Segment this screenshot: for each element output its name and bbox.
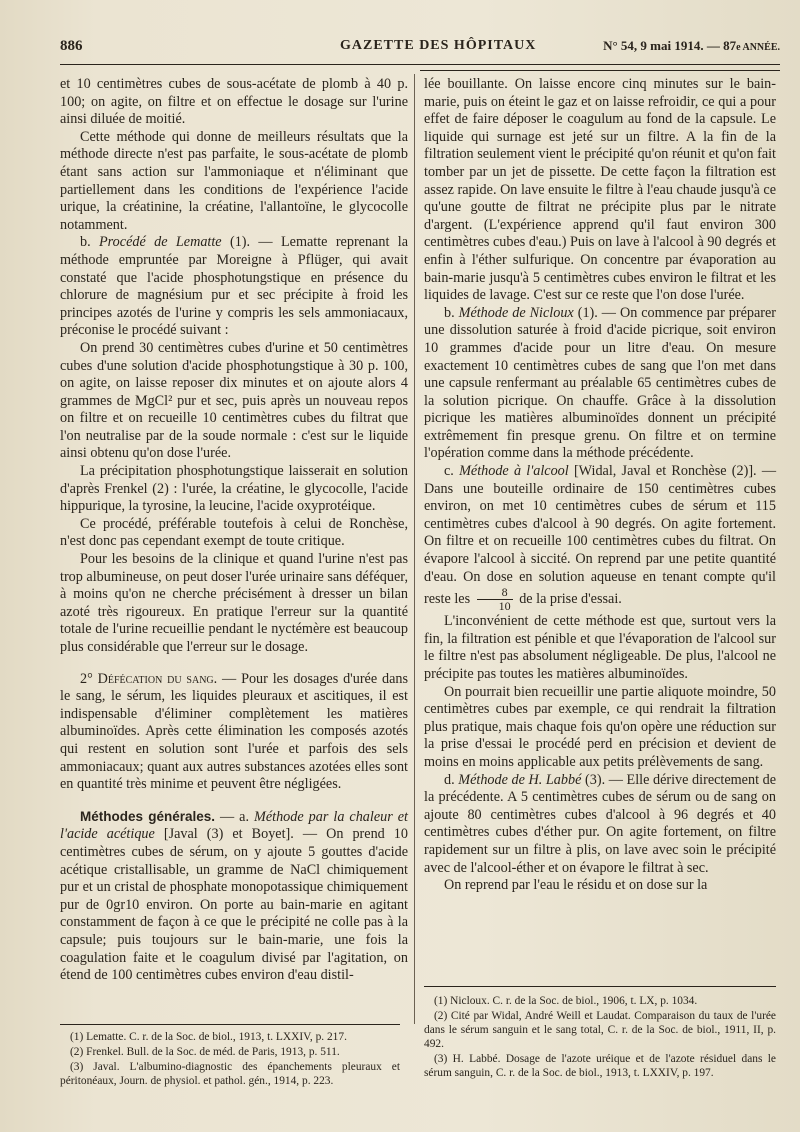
procedure-title: Procédé de Lematte	[99, 234, 222, 251]
fraction-denominator: 10	[498, 599, 511, 614]
footnote: (3) Javal. L'albumino-diagnostic des épanchements pleuraux et péritonéaux, Journ. de physiol. et pathol. gén., 1914, p. 223.	[60, 1061, 400, 1087]
footnote-rule	[60, 1024, 400, 1025]
footnote: (2) Cité par Widal, André Weill et Laudat. Comparaison du taux de l'urée dans le sérum sanguin et le sang total, C. r. de la Soc. de biol., 1911, II, p. 492.	[424, 1010, 776, 1050]
header-rule	[60, 64, 780, 65]
paragraph: et 10 centimètres cubes de sous-acétate de plomb à 40 p. 100; on agite, on filtre et on effectue le dosage sur l'urine ainsi diluée de moitié.	[60, 76, 408, 128]
paragraph-text: [Widal, Javal et Ronchèse (2)]. — Dans une bouteille ordinaire de 150 centimètres cubes environ, on met 10 centimètres cubes de sérum et 115 centimètres cubes d'alcool à 90 degrés. On agite fortement. On filtre et on recueille 100 centimètres cubes du filtrat. On évapore l'alcool à siccité. On reprend par une petite quantité d'eau. On dose en solution aqueuse en tenant compte qu'il reste les	[424, 463, 777, 607]
fraction-numerator: 8	[477, 586, 513, 600]
fraction	[477, 586, 513, 613]
paragraph-text: [Javal (3) et Boyet]. — On prend 10 centimètres cubes de sérum, on y ajoute 5 gouttes d'acide acétique cristallisable, un gramme de NaCl chimiquement pur et un cristal de phosphate monopotassique chimiquement pur de 0gr10 environ. On porte au bain-marie en agitant constamment de façon à ce que le précipité ne colle pas à la capsule; puis toujours sur le bain-marie, une fois la coagulation faite et le coagulum divisé par l'agitation, on étend de 100 centimètres cubes environ d'eau distil-	[60, 826, 408, 984]
paragraph-text: (1). — Lematte reprenant la méthode empruntée par Moreigne à Pflüger, qui avait constaté que l'acide phosphotungstique en présence du chlorure de magnésium pur et sec précipite à froid les principes azotés de l'urine y compris les sels ammoniacaux, préconise le procédé suivant :	[60, 234, 409, 339]
left-column	[60, 76, 408, 985]
footnote: (2) Frenkel. Bull. de la Soc. de méd. de Paris, 1913, p. 511.	[70, 1046, 340, 1058]
paragraph: Cette méthode qui donne de meilleurs résultats que la méthode directe n'est pas parfaite, le sous-acétate de plomb étant sans action sur l'ammoniaque et n'éliminant que partiellement dans les conditions de l'expérience l'acide urique, la créatinine, la créatine, l'allantoïne, le glycocolle notamment.	[60, 128, 408, 233]
paragraph: Pour les besoins de la clinique et quand l'urine n'est pas trop albumineuse, on peut doser l'urée urinaire sans déféquer, à moins qu'on ne cherche précisément à dresser un bilan azoté très rigoureux. En pratique l'erreur sur la quantité totale de l'urine recueillie pendant le nyctémère est beaucoup plus considérable que l'erreur sur le dosage.	[60, 551, 408, 655]
column-divider	[414, 74, 415, 1024]
footnotes-right	[424, 994, 776, 1081]
paragraph-text: (3). — Elle dérive directement de la précédente. A 5 centimètres cubes de sérum ou de sang on ajoute 80 centimètres cubes d'alcool à 96 degrés et 40 centimètres cubes d'éther pur. On agite fortement, on filtre rapidement sur un filtre à plis, on lave avec soin le précipité avec de l'alcool-éther et on évapore le filtrat à sec.	[424, 771, 777, 876]
paragraph: lée bouillante. On laisse encore cinq minutes sur le bain-marie, puis on éteint le gaz et on laisse refroidir, ce qui a pour effet de faire déposer le coagulum au fond de la capsule. Le liquide qui surnage est jeté sur un filtre. A la fin de la filtration seulement vient le précipité qu'on réunit et qu'on fait tomber par un jet de pissette. De cette façon la filtration est assez rapide. On lave ensuite le filtre à l'eau chaude jusqu'à ce qu'une goutte de filtrat ne précipite plus par le nitrate d'argent. (L'expérience apprend qu'il faut environ 300 centimètres cubes d'eau.) Puis on lave à l'alcool à 90 degrés et enfin à l'éther sulfurique. On concentre par évaporation au bain-marie jusqu'à 5 centimètres cubes environ le filtrat et les liquides de lavage. C'est sur ce reste que l'on dose l'urée.	[424, 76, 776, 304]
paragraph: On prend 30 centimètres cubes d'urine et 50 centimètres cubes d'une solution d'acide phosphotungstique à 30 p. 100, on agite, on laisse reposer dix minutes et on ajoute alors 4 grammes de MgCl² pur et sec, puis après un nouveau repos on filtre et on recueille 10 centimètres cubes du filtrat que l'on neutralise par de la soude normale : c'est sur le liquide ainsi obtenu qu'on dose l'urée.	[60, 339, 408, 462]
method-title: Méthode par la chaleur et l'acide acétique	[60, 808, 408, 843]
method-title: Méthode de Nicloux	[458, 304, 574, 321]
paragraph: Ce procédé, préférable toutefois à celui de Ronchèse, n'est donc pas cependant exempt de toute critique.	[60, 515, 408, 550]
issue-suffix: e ANNÉE.	[736, 42, 780, 53]
page-number: 886	[60, 38, 83, 54]
footnote: (3) H. Labbé. Dosage de l'azote uréique et de l'azote résiduel dans le sérum sanguin, C. r. de la Soc. de biol., 1913, t. LXXIV, p. 197.	[424, 1053, 776, 1079]
paragraph-text: de la prise d'essai.	[519, 590, 622, 607]
paragraph: La précipitation phosphotungstique laisserait en solution d'après Frenkel (2) : l'urée, la créatine, le glycocolle, l'acide hippurique, la tyrosine, la leucine, l'acide oxyprotéique.	[60, 463, 408, 515]
paragraph	[60, 808, 408, 985]
paragraph: L'inconvénient de cette méthode est que, surtout vers la fin, la filtration est pénible et que l'évaporation de l'alcool sur le filtre n'est pas absolument négligeable. De plus, l'alcool ne précipite pas toutes les matières albuminoïdes.	[424, 613, 776, 682]
paragraph	[424, 463, 776, 613]
paragraph	[60, 671, 408, 794]
item-label: b.	[444, 304, 455, 321]
paragraph: On pourrait bien recueillir une partie aliquote moindre, 50 centimètres cubes par exemple, ce qui rendrait la filtration plus pratique, mais chaque fois qu'on opère une réduction sur la prise d'essai le procédé perd en précision et devient de moins en moins applicable aux petits prélèvements de sang.	[424, 683, 776, 770]
paragraph-text: — Pour les dosages d'urée dans le sang, le sérum, les liquides pleuraux et ascitiques, il est indispensable d'éliminer complètement les matières albuminoïdes. Après cette élimination les composés azotés qui restent en solution sont l'urée et parfois des sels ammoniacaux; quant aux autres substances azotées elles sont en quantité très minime et peuvent être négligées.	[60, 670, 408, 793]
issue-info	[603, 38, 780, 54]
method-title: Méthode de H. Labbé	[458, 771, 582, 788]
section-heading: Méthodes générales.	[80, 808, 215, 824]
item-label: c.	[444, 463, 454, 480]
page-header	[60, 36, 780, 60]
paragraph	[424, 305, 776, 463]
footnote: (1) Lematte. C. r. de la Soc. de biol., 1913, t. LXXIV, p. 217.	[70, 1031, 347, 1043]
method-title: Méthode à l'alcool	[459, 463, 569, 480]
item-label: b.	[80, 234, 91, 251]
footnote: (1) Nicloux. C. r. de la Soc. de biol., 1906, t. LX, p. 1034.	[434, 995, 698, 1007]
right-column	[424, 76, 776, 895]
paragraph-text: (1). — On commence par préparer une dissolution saturée à froid d'acide picrique, soit environ 10 grammes d'acide pour un litre d'eau. On mesure exactement 10 centimètres cubes de sang que l'on met dans une capsule renfermant au préalable 65 centimètres cubes de la solution picrique. On chauffe. Grâce à la dissolution picrique les matières albuminoïdes donnent un précipité extrêmement fin presque grenu. On filtre et on termine l'opération comme dans la méthode précédente.	[424, 304, 777, 462]
footnotes-left	[60, 1030, 400, 1089]
paragraph: On reprend par l'eau le résidu et on dose sur la	[444, 877, 708, 894]
issue-main: N° 54, 9 mai 1914. — 87	[603, 38, 737, 53]
paragraph	[60, 234, 408, 340]
journal-title: GAZETTE DES HÔPITAUX	[340, 38, 537, 53]
section-heading: 2° Défécation du sang.	[80, 670, 218, 687]
footnote-rule	[424, 986, 776, 987]
item-label: — a.	[220, 808, 250, 825]
paragraph	[424, 772, 776, 878]
header-rule-secondary	[420, 70, 780, 71]
item-label: d.	[444, 771, 455, 788]
